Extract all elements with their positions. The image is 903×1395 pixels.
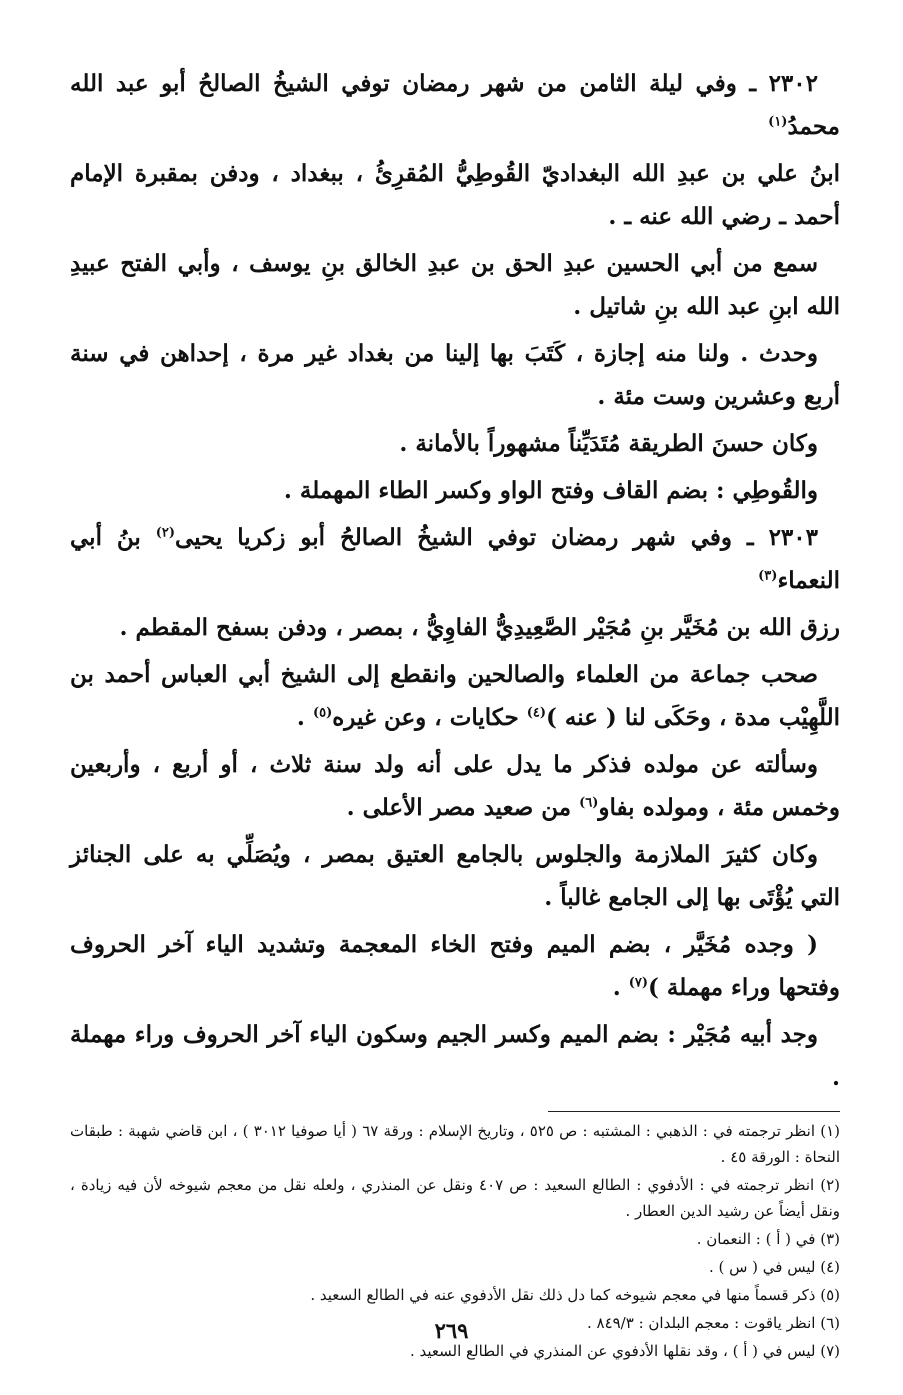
footnote-ref-2: (٢) [155, 525, 176, 541]
entry-2303-father-grandfather: وجد أبيه مُجَيْر : بضم الميم وكسر الجيم وسكون الياء آخر الحروف وراء مهملة . [70, 1021, 840, 1091]
entry-2302-name-line: ابنُ علي بن عبدِ الله البغداديّ القُوطِيُّ المُقرِئُ ، ببغداد ، ودفن بمقبرة الإمام أحمد ـ رضي الله عنه ـ . [70, 160, 840, 230]
footnote-7: (٧) ليس في ( أ ) ، وقد نقلها الأدفوي عن المنذري في الطالع السعيد . [410, 1342, 840, 1360]
entry-2303-grandfather-text: ( وجده مُخَيَّر ، بضم الميم وفتح الخاء المعجمة وتشديد الياء آخر الحروف وفتحها وراء مهملة ) [70, 931, 840, 1001]
footnote-separator [548, 1111, 840, 1112]
entry-2303-mosque: وكان كثيرَ الملازمة والجلوس بالجامع العتيق بمصر ، ويُصَلِّي به على الجنائز التي يُؤْتَى بها إلى الجامع غالباً . [70, 841, 840, 911]
entry-2302-heading [70, 62, 840, 148]
entry-2303-companions-text: صحب جماعة من العلماء والصالحين وانقطع إلى الشيخ أبي العباس أحمد بن اللَّهِيْب مدة ، وحَكَى لنا ( عنه ) [70, 661, 840, 731]
footnote-1: (١) انظر ترجمته في : الذهبي : المشتبه : ص ٥٢٥ ، وتاريخ الإسلام : ورقة ٦٧ ( أيا صوفيا ٣٠١٢ ) ، ابن قاضي شهبة : طبقات النحاة : الورقة ٤٥ . [70, 1122, 840, 1166]
entry-2302-teachers: سمع من أبي الحسين عبدِ الحق بن عبدِ الخالق بنِ يوسف ، وأبي الفتح عبيدِ الله ابنِ عبد الله بنِ شاتيل . [70, 250, 840, 320]
entry-2303-companions: صحب جماعة من العلماء والصالحين وانقطع إلى الشيخ أبي العباس أحمد بن اللَّهِيْب مدة ، وحَكَى لنا ( عنه )$^{(٤)}$ حكايات ، وعن غيره$^{(٥)}$ . [70, 661, 840, 731]
entry-2302-ijaza: وحدث . ولنا منه إجازة ، كَتَبَ بها إلينا من بغداد غير مرة ، إحداهن في سنة أربع وعشرين وست مئة . [70, 340, 840, 410]
entry-2302-character: وكان حسنَ الطريقة مُتَدَيِّناً مشهوراً بالأمانة . [399, 430, 818, 457]
footnote-ref-7: (٧) [628, 975, 648, 991]
footnote-ref-1: (١) [768, 114, 788, 130]
footnote-ref-4: (٤) [526, 705, 547, 721]
footnote-4: (٤) ليس في ( س ) . [708, 1258, 840, 1276]
footnote-3: (٣) في ( أ ) : النعمان . [696, 1230, 840, 1248]
footnote-ref-6: (٦) [579, 795, 599, 811]
page-number: ٢٦٩ [434, 1318, 469, 1343]
footnote-ref-5: (٥) [312, 705, 333, 721]
entry-2303-grandfather: ( وجده مُخَيَّر ، بضم الميم وفتح الخاء المعجمة وتشديد الياء آخر الحروف وفتحها وراء مهملة )$^{(٧)}$ . [70, 931, 840, 1001]
entry-2302-text: ٢٣٠٢ ـ وفي ليلة الثامن من شهر رمضان توفي الشيخُ الصالحُ أبو عبد الله محمدُ [70, 70, 840, 140]
footnote-5: (٥) ذكر قسماً منها في معجم شيوخه كما دل ذلك نقل الأدفوي عنه في الطالع السعيد . [310, 1286, 840, 1304]
entry-2303-text: ٢٣٠٣ ـ وفي شهر رمضان توفي الشيخُ الصالحُ أبو زكريا يحيى [175, 524, 818, 551]
entry-2303-birth [70, 743, 840, 829]
footnote-ref-3: (٣) [758, 568, 778, 584]
entry-2303-heading [70, 516, 840, 602]
entry-2303-companions-cont: حكايات ، وعن غيره [332, 704, 519, 731]
entry-2303-name-line: رزق الله بن مُخَيَّر بنِ مُجَيْر الصَّعِيدِيُّ الفاوِيُّ ، بمصر ، ودفن بسفح المقطم . [119, 614, 840, 641]
footnote-6: (٦) انظر ياقوت : معجم البلدان : ٨٤٩/٣ . [586, 1314, 840, 1332]
entry-2303-text-cont: بنُ أبي النعماء [70, 524, 840, 594]
main-text [70, 62, 840, 1099]
book-page [70, 62, 840, 1366]
entry-2302-vocalization: والقُوطِي : بضم القاف وفتح الواو وكسر الطاء المهملة . [283, 477, 818, 504]
footnote-2: (٢) انظر ترجمته في : الأدفوي : الطالع السعيد : ص ٤٠٧ ونقل عن المنذري ، ولعله نقل من معجم شيوخه لأن فيه زيادة ، ونقل أيضاً عن رشيد الدين العطار . [70, 1176, 840, 1220]
entry-2303-birth-cont: من صعيد مصر الأعلى . [346, 794, 572, 821]
entry-2303-birth-text: وسألته عن مولده فذكر ما يدل على أنه ولد سنة ثلاث ، أو أربع ، وأربعين وخمس مئة ، ومولده بفاو [70, 751, 840, 821]
